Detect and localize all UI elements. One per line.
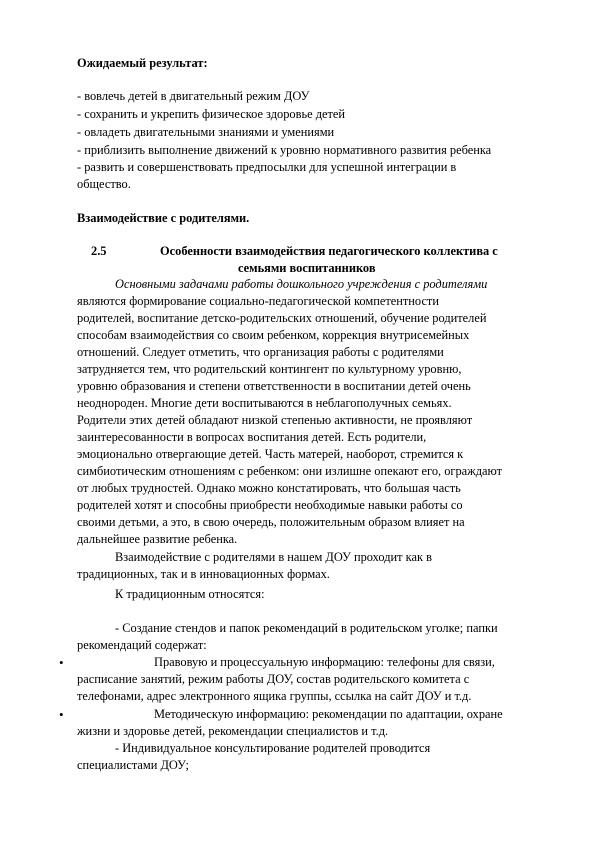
- expected-result-item: общество.: [77, 177, 131, 191]
- expected-result-item: - развить и совершенствовать предпосылки для успешной интеграции в: [77, 160, 457, 174]
- section-title: Особенности взаимодействия педагогического коллектива с: [160, 244, 498, 258]
- list-item-line: - Индивидуальное консультирование родителей проводится: [115, 741, 431, 755]
- list-item-line: специалистами ДОУ;: [77, 758, 189, 772]
- paragraph-line: заинтересованности в вопросах воспитания детей. Есть родители,: [77, 430, 427, 444]
- expected-result-item: - вовлечь детей в двигательный режим ДОУ: [77, 89, 310, 103]
- paragraph-line: родителей, воспитание детско-родительских отношений, обучение родителей: [77, 311, 487, 325]
- paragraph-line: затрудняется тем, что родительский контингент по культурному уровню,: [77, 362, 462, 376]
- paragraph-line: своими детьми, а это, в свою очередь, положительным образом влияет на: [77, 515, 465, 529]
- list-item-line: рекомендаций содержат:: [77, 638, 207, 652]
- paragraph-line: отношений. Следует отметить, что организация работы с родителями: [77, 345, 444, 359]
- list-item-line: телефонами, адрес электронного ящика группы, ссылка на сайт ДОУ и т.д.: [77, 689, 472, 703]
- expected-result-item: - приблизить выполнение движений к уровню нормативного развития ребенка: [77, 143, 492, 157]
- paragraph-line: неоднороден. Многие дети воспитываются в неблагополучных семьях.: [77, 396, 452, 410]
- paragraph-line: Родители этих детей обладают низкой степенью активности, не проявляют: [77, 413, 473, 427]
- expected-result-item: - сохранить и укрепить физическое здоровье детей: [77, 107, 346, 121]
- paragraph-line: дальнейшее развитие ребенка.: [77, 532, 238, 546]
- paragraph-line: симбиотическим отношениям с ребенком: они излишне опекают его, ограждают: [77, 464, 503, 478]
- paragraph-line: Взаимодействие с родителями в нашем ДОУ проходит как в: [115, 550, 432, 564]
- section-number: 2.5: [91, 244, 107, 258]
- list-item-line: - Создание стендов и папок рекомендаций в родительском уголке; папки: [115, 621, 498, 635]
- traditional-intro: К традиционным относятся:: [115, 587, 265, 601]
- list-item-line: расписание занятий, режим работы ДОУ, состав родительского комитета с: [77, 672, 470, 686]
- bullet-icon: •: [59, 707, 64, 722]
- paragraph-lead: Основными задачами работы дошкольного учреждения с родителями: [115, 277, 488, 291]
- paragraph-line: от любых трудностей. Однако можно констатировать, что большая часть: [77, 481, 461, 495]
- expected-result-item: - овладеть двигательными знаниями и умениями: [77, 125, 335, 139]
- paragraph-line: родителей хотят и способны приобрести необходимые навыки работы со: [77, 498, 463, 512]
- bullet-icon: •: [59, 655, 64, 670]
- paragraph-line: способам взаимодействия со своим ребенком, коррекция внутрисемейных: [77, 328, 470, 342]
- list-item-line: жизни и здоровье детей, рекомендации специалистов и т.д.: [77, 724, 389, 738]
- list-item-line: Методическую информацию: рекомендации по адаптации, охране: [154, 707, 503, 721]
- list-item-line: Правовую и процессуальную информацию: телефоны для связи,: [154, 655, 495, 669]
- paragraph-line: традиционных, так и в инновационных формах.: [77, 567, 330, 581]
- paragraph-line: уровню образования и степени ответственности в воспитании детей очень: [77, 379, 471, 393]
- paragraph-line: являются формирование социально-педагогической компетентности: [77, 294, 439, 308]
- paragraph-line: эмоционально отвергающие детей. Часть матерей, наоборот, стремится к: [77, 447, 464, 461]
- section-title: семьями воспитанников: [238, 261, 376, 275]
- parents-heading: Взаимодействие с родителями.: [77, 211, 250, 225]
- expected-result-heading: Ожидаемый результат:: [77, 56, 208, 70]
